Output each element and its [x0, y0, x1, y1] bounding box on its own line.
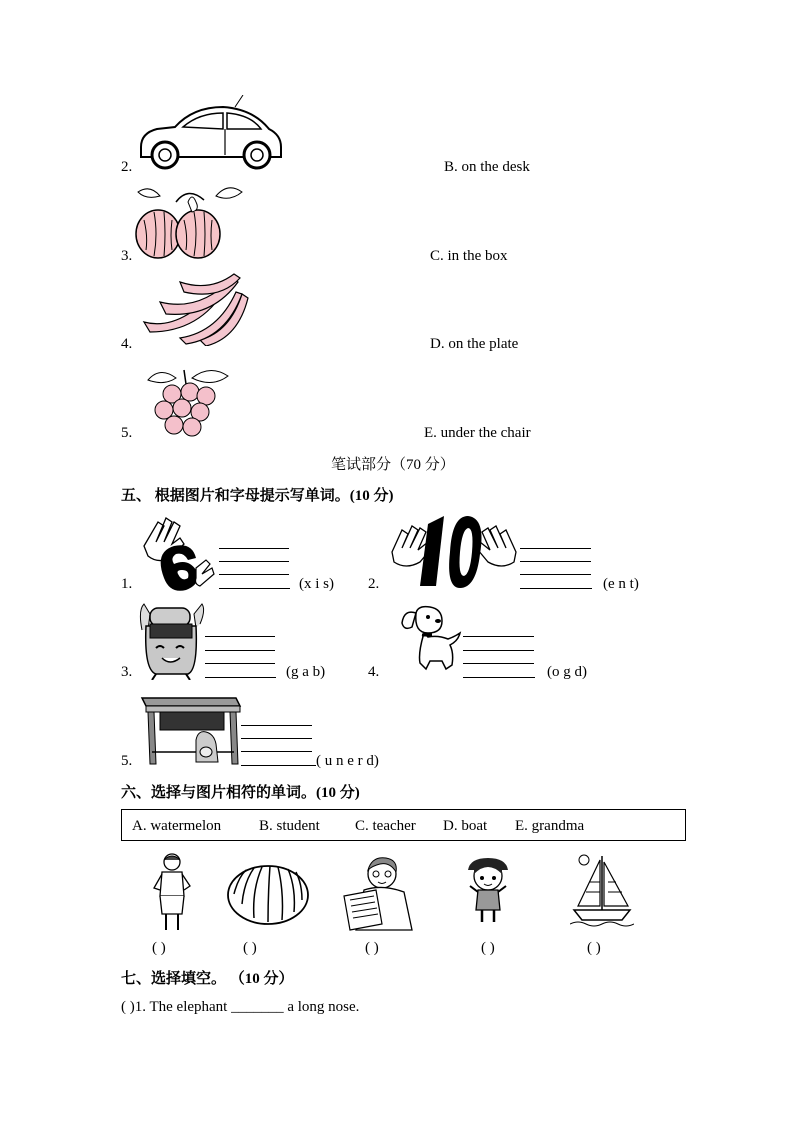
hand-six-icon: [140, 512, 216, 592]
item-number: 3.: [121, 248, 133, 264]
grandma-icon: [342, 854, 422, 932]
item-number: 5.: [121, 753, 133, 769]
section6-heading: 六、选择与图片相符的单词。(10 分): [121, 785, 360, 801]
watermelons-icon: [130, 182, 248, 262]
car-icon: [135, 95, 285, 175]
item-number: 1.: [121, 576, 133, 592]
answer-bracket: ( ): [587, 940, 601, 956]
answer-bracket: ( ): [152, 940, 166, 956]
answer-option: D. on the plate: [430, 336, 519, 352]
letter-hint: (g a b): [286, 664, 326, 680]
answer-bracket: ( ): [365, 940, 379, 956]
letter-hint: ( u n e r d): [316, 753, 379, 769]
student-icon: [150, 852, 194, 932]
section7-heading: 七、选择填空。 （10 分）: [121, 971, 294, 987]
word-options-box: [121, 809, 686, 841]
question-1: ( )1. The elephant _______ a long nose.: [121, 999, 360, 1015]
written-section-title: 笔试部分（70 分）: [331, 457, 455, 473]
option-b: B. student: [259, 818, 320, 834]
grapes-icon: [140, 362, 232, 440]
hands-ten-icon: [388, 512, 520, 592]
desk-icon: [138, 692, 242, 768]
letter-hint: (e n t): [603, 576, 639, 592]
section5-heading: 五、 根据图片和字母提示写单词。(10 分): [121, 488, 394, 504]
answer-option: B. on the desk: [444, 159, 530, 175]
option-a: A. watermelon: [132, 818, 222, 834]
boat-icon: [570, 852, 634, 930]
letter-hint: (o g d): [547, 664, 587, 680]
item-number: 2.: [368, 576, 380, 592]
watermelon-icon: [226, 864, 310, 926]
item-number: 4.: [368, 664, 380, 680]
girl-icon: [466, 856, 510, 926]
item-number: 4.: [121, 336, 133, 352]
schoolbag-icon: [138, 600, 206, 680]
letter-hint: (x i s): [299, 576, 334, 592]
dog-icon: [398, 603, 464, 675]
answer-bracket: ( ): [243, 940, 257, 956]
option-d: D. boat: [443, 818, 488, 834]
option-e: E. grandma: [515, 818, 585, 834]
answer-bracket: ( ): [481, 940, 495, 956]
answer-option: E. under the chair: [424, 425, 531, 441]
answer-option: C. in the box: [430, 248, 508, 264]
item-number: 2.: [121, 159, 133, 175]
item-number: 3.: [121, 664, 133, 680]
bananas-icon: [140, 272, 250, 346]
option-c: C. teacher: [355, 818, 416, 834]
item-number: 5.: [121, 425, 133, 441]
